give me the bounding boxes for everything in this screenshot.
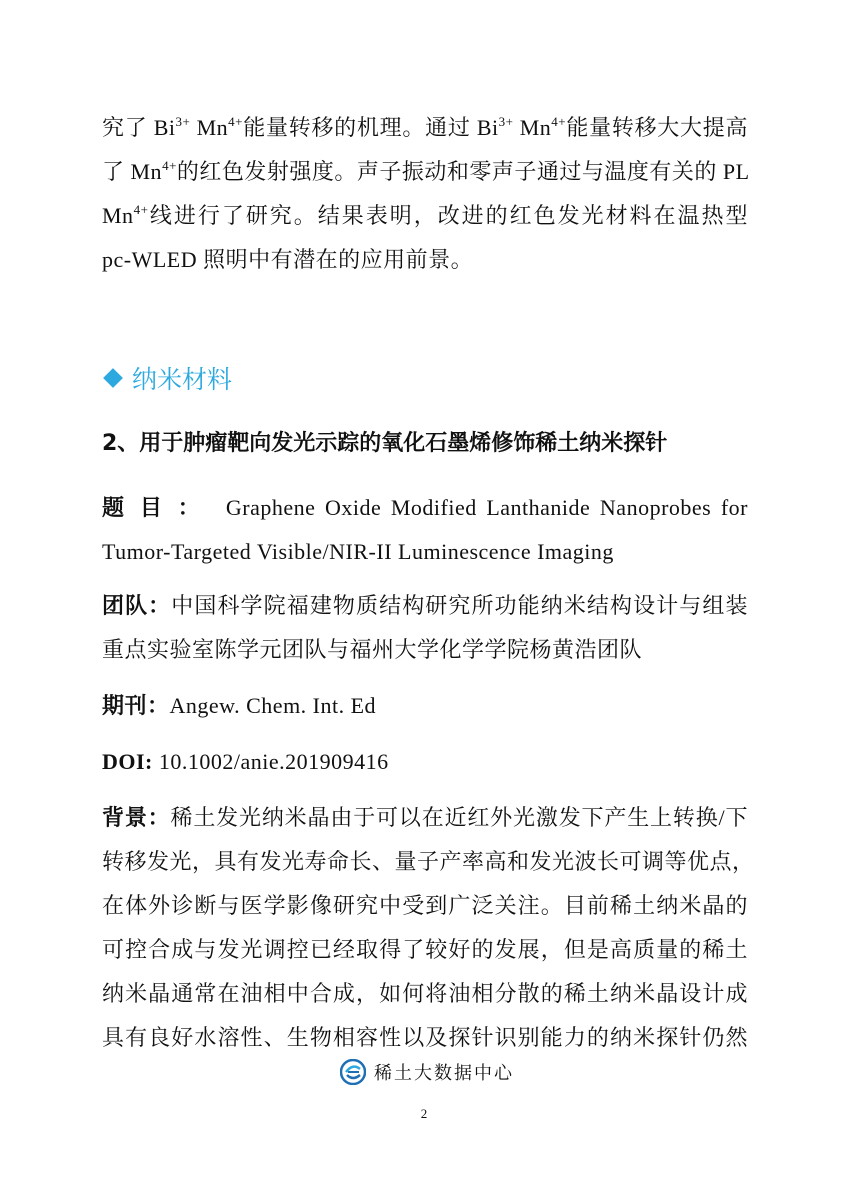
doi-block <box>102 740 748 784</box>
title-label: 题 目 ： <box>102 496 204 521</box>
team-line-1: 团队：中国科学院福建物质结构研究所功能纳米结构设计与组装 <box>102 593 748 619</box>
journal-label: 期刊： <box>102 694 170 719</box>
doi-line <box>102 740 748 784</box>
journal-line <box>102 684 748 728</box>
intro-line-1: 究了 $Bi^{3+}$ $Mn^{4+}$能量转移的机理。通过 $Bi^{3+}$ $Mn^{4+}$能量转移大大提高 <box>102 114 749 140</box>
journal-name: Angew. Chem. Int. Ed <box>169 693 377 718</box>
intro-line-4: pc-WLED 照明中有潜在的应用前景。 <box>102 247 474 272</box>
team-block <box>102 584 748 672</box>
journal-block <box>102 684 748 728</box>
article-title-line-1: 题 目 ： Graphene Oxide Modified Lanthanide Nanoprobes for <box>102 495 748 521</box>
background-block <box>102 796 755 1060</box>
background-label: 背景： <box>102 806 171 831</box>
team-label: 团队： <box>102 594 172 619</box>
page-number: 2 <box>420 1106 428 1121</box>
background-line-5: 纳米晶通常在油相中合成，如何将油相分散的稀土纳米晶设计成 <box>102 981 748 1006</box>
article-title-line-2: Tumor-Targeted Visible/NIR-II Luminescence Imaging <box>102 539 614 564</box>
background-line-6: 具有良好水溶性、生物相容性以及探针识别能力的纳米探针仍然 <box>102 1025 748 1050</box>
section-title <box>102 360 232 400</box>
team-line-2: 重点实验室陈学元团队与福州大学化学学院杨黄浩团队 <box>102 637 643 662</box>
rare-earth-logo-icon <box>340 1059 366 1085</box>
footer-logo-text: 稀土大数据中心 <box>374 1063 514 1084</box>
section-title-text: 纳米材料 <box>132 365 233 394</box>
background-line-4: 可控合成与发光调控已经取得了较好的发展，但是高质量的稀土 <box>102 937 748 962</box>
background-line-1: 背景：稀土发光纳米晶由于可以在近红外光激发下产生上转换/下 <box>102 805 748 831</box>
doi-value: 10.1002/anie.201909416 <box>152 749 389 774</box>
article-title-block <box>102 486 748 574</box>
article-heading: 2、用于肿瘤靶向发光示踪的氧化石墨烯修饰稀土纳米探针 <box>102 431 668 456</box>
footer-logo <box>340 1057 514 1087</box>
diamond-bullet-icon <box>103 368 123 388</box>
background-line-2: 转移发光，具有发光寿命长、量子产率高和发光波长可调等优点， <box>102 849 755 874</box>
intro-line-3: $Mn^{4+}$线进行了研究。结果表明，改进的红色发光材料在温热型 <box>102 202 748 228</box>
intro-paragraph <box>102 106 748 282</box>
doi-label: DOI: <box>102 749 153 774</box>
background-line-3: 在体外诊断与医学影像研究中受到广泛关注。目前稀土纳米晶的 <box>102 893 748 918</box>
intro-line-2: 了 $Mn^{4+}$的红色发射强度。声子振动和零声子通过与温度有关的 PL <box>102 158 750 184</box>
